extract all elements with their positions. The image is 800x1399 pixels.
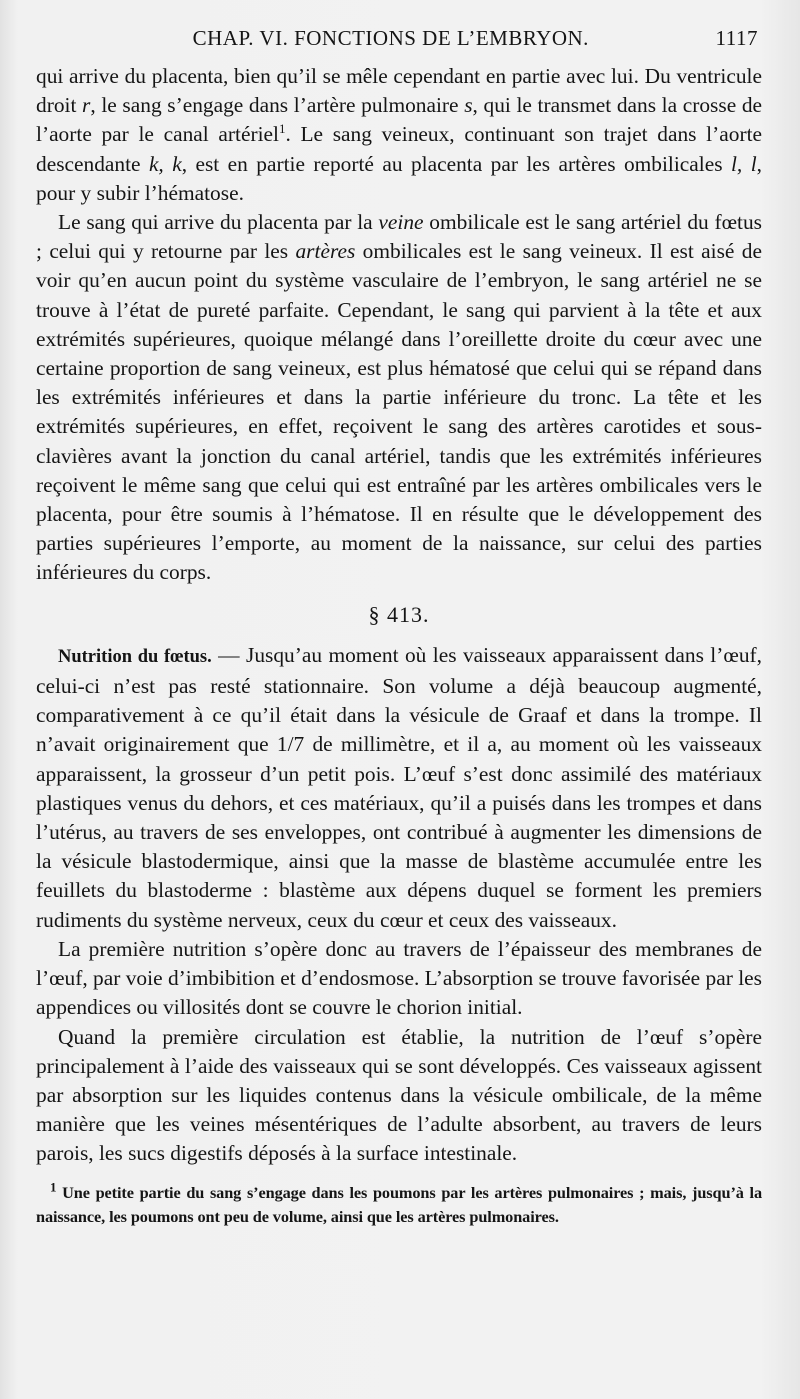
footnote-marker: 1 — [50, 1179, 57, 1195]
paragraph-3: Nutrition du fœtus. — Jusqu’au moment où les vaisseaux apparaissent dans l’œuf, celui-ci n’est pas resté stationnaire. Son volume a déjà beaucoup augmenté, comparativement à ce qu’il était dans la vésicule de Graaf et dans la trompe. Il n’avait originairement que 1/7 de millimètre, et il a, au moment où les vaisseaux apparaissent, la grosseur d’un petit pois. L’œuf s’est donc assimilé des matériaux plastiques venus du dehors, et ces matériaux, qu’il a puisés dans les trompes et dans l’utérus, au travers de ses enveloppes, ont contribué à augmenter les dimensions de la vésicule blastodermique, ainsi que la masse de blastème accumulée entre les feuillets du blastoderme : blastème aux dépens duquel se forment les premiers rudiments du système nerveux, ceux du cœur et ceux des vaisseaux. — [36, 642, 762, 932]
section-number: § 413. — [368, 601, 430, 627]
chapter-title: CHAP. VI. FONCTIONS DE L’EMBRYON. — [192, 26, 589, 50]
paragraph-2: Le sang qui arrive du placenta par la veine ombilicale est le sang artériel du fœtus ; celui qui y retourne par les artères ombilicales est le sang veineux. Il est aisé de voir qu’en aucun point du système vasculaire de l’embryon, le sang artériel ne se trouve à l’état de pureté parfaite. Cependant, le sang qui parvient à la tête et aux extrémités supérieures, quoique mélangé dans l’oreillette droite du cœur avec une certaine proportion de sang veineux, est plus hématosé que celui qui se répand dans les extrémités inférieures et dans la partie inférieure du tronc. La tête et les extrémités supérieures, en effet, reçoivent le sang des artères carotides et sous-clavières avant la jonction du canal artériel, tandis que les extrémités inférieures reçoivent le même sang que celui qui est entraîné par les artères ombilicales vers le placenta, pour être soumis à l’hématose. Il en résulte que le développement des parties supérieures l’emporte, au moment de la naissance, sur celui des parties inférieures du corps. — [36, 210, 763, 585]
paragraph-4: La première nutrition s’opère donc au travers de l’épaisseur des membranes de l’œuf, par voie d’imbibition et d’endosmose. L’absorption se trouve favorisée par les appendices ou villosités dont se couvre le chorion initial. — [36, 936, 762, 1020]
body-text — [36, 62, 762, 1169]
footnote-ref: 1 — [278, 121, 286, 137]
paragraph-1: qui arrive du placenta, bien qu’il se mêle cependant en partie avec lui. Du ventricule droit r, le sang s’engage dans l’artère pulmonaire s, qui le transmet dans la crosse de l’aorte par le canal artériel$^1$. Le sang veineux, continuant son trajet dans l’aorte descendante k, k, est en partie reporté au placenta par les artères ombilicales l, l, pour y subir l’hématose. — [36, 64, 763, 205]
footnote: $^1$ Une petite partie du sang s’engage dans les poumons par les artères pulmonaires ; mais, jusqu’à la naissance, les poumons ont peu de volume, ainsi que les artères pulmonaires. — [36, 1179, 762, 1226]
running-head — [36, 26, 762, 62]
paragraph-5: Quand la première circulation est établie, la nutrition de l’œuf s’opère principalement à l’aide des vaisseaux qui se sont développés. Ces vaisseaux agissent par absorption sur les liquides contenus dans la vésicule ombilicale, de la même manière que les veines mésentériques de l’adulte absorbent, au travers de leurs parois, les sucs digestifs déposés à la surface intestinale. — [36, 1024, 762, 1166]
page-number: 1117 — [715, 26, 758, 50]
run-in-heading: Nutrition du fœtus. — [58, 646, 212, 667]
